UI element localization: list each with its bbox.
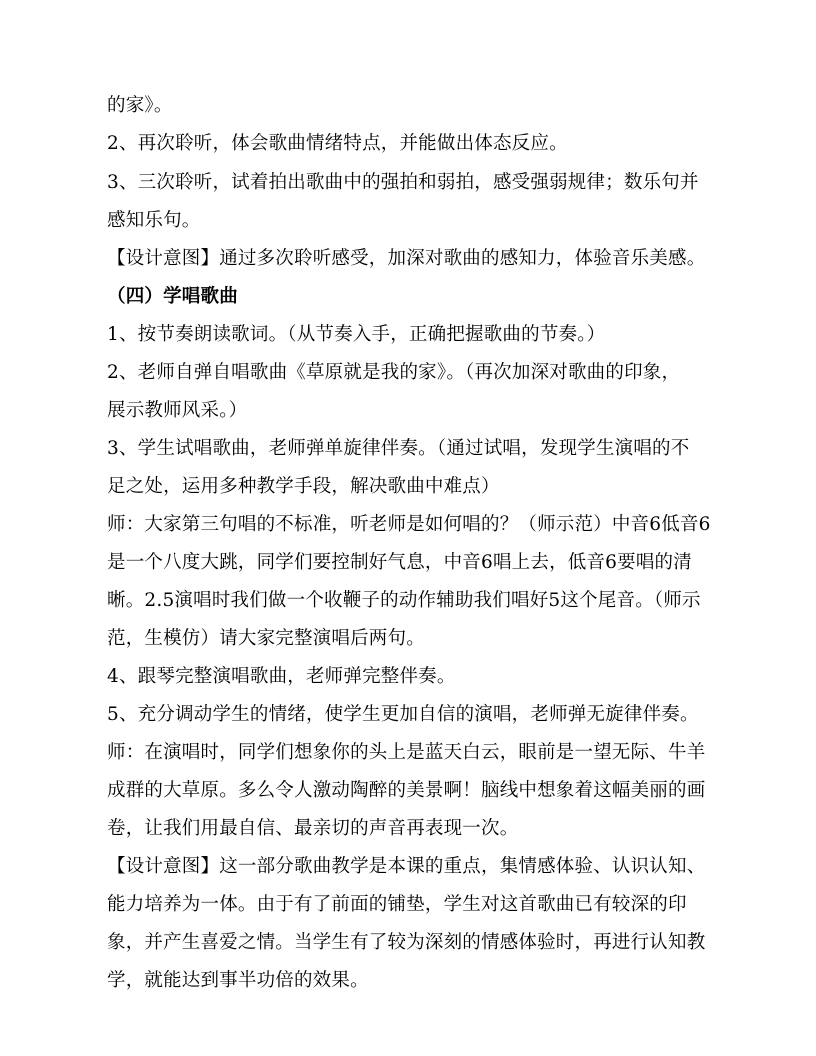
- text-line: 是一个八度大跳，同学们要控制好气息，中音6唱上去，低音6要唱的清: [107, 552, 692, 573]
- text-line: 晰。2.5演唱时我们做一个收鞭子的动作辅助我们唱好5这个尾音。（师示: [107, 590, 701, 611]
- text-line: 足之处，运用多种教学手段，解决歌曲中难点）: [107, 476, 500, 497]
- text-line: 学，就能达到事半功倍的效果。: [107, 970, 369, 991]
- text-line: 象，并产生喜爱之情。当学生有了较为深刻的情感体验时，再进行认知教: [107, 932, 706, 953]
- text-line: 1、按节奏朗读歌词。（从节奏入手，正确把握歌曲的节奏。）: [107, 324, 606, 345]
- section-heading: （四）学唱歌曲: [107, 286, 238, 307]
- text-line: 范，生模仿）请大家完整演唱后两句。: [107, 628, 425, 649]
- text-line: 成群的大草原。多么令人激动陶醉的美景啊！脑线中想象着这幅美丽的画: [107, 780, 706, 801]
- text-line: 卷，让我们用最自信、最亲切的声音再表现一次。: [107, 818, 519, 839]
- text-line: 师：在演唱时，同学们想象你的头上是蓝天白云，眼前是一望无际、牛羊: [107, 742, 706, 763]
- text-line: 感知乐句。: [107, 210, 201, 231]
- text-line: 4、跟琴完整演唱歌曲，老师弹完整伴奏。: [107, 666, 456, 687]
- text-line: 能力培养为一体。由于有了前面的铺垫，学生对这首歌曲已有较深的印: [107, 894, 687, 915]
- design-intent-line: 【设计意图】通过多次聆听感受，加深对歌曲的感知力，体验音乐美感。: [107, 248, 706, 269]
- text-line: 师：大家第三句唱的不标准，听老师是如何唱的？（师示范）中音6低音6: [107, 514, 711, 535]
- text-line: 3、学生试唱歌曲，老师弹单旋律伴奏。（通过试唱，发现学生演唱的不: [107, 438, 690, 459]
- text-line: 展示教师风采。）: [107, 400, 248, 421]
- text-line: 5、充分调动学生的情绪，使学生更加自信的演唱，老师弹无旋律伴奏。: [107, 704, 699, 725]
- text-line: 的家》。: [107, 95, 173, 116]
- text-line: 2、老师自弹自唱歌曲《草原就是我的家》。（再次加深对歌曲的印象，: [107, 362, 681, 383]
- text-line: 3、三次聆听，试着拍出歌曲中的强拍和弱拍，感受强弱规律；数乐句并: [107, 172, 699, 193]
- text-line: 2、再次聆听，体会歌曲情绪特点，并能做出体态反应。: [107, 133, 568, 154]
- design-intent-line: 【设计意图】这一部分歌曲教学是本课的重点，集情感体验、认识认知、: [107, 856, 706, 877]
